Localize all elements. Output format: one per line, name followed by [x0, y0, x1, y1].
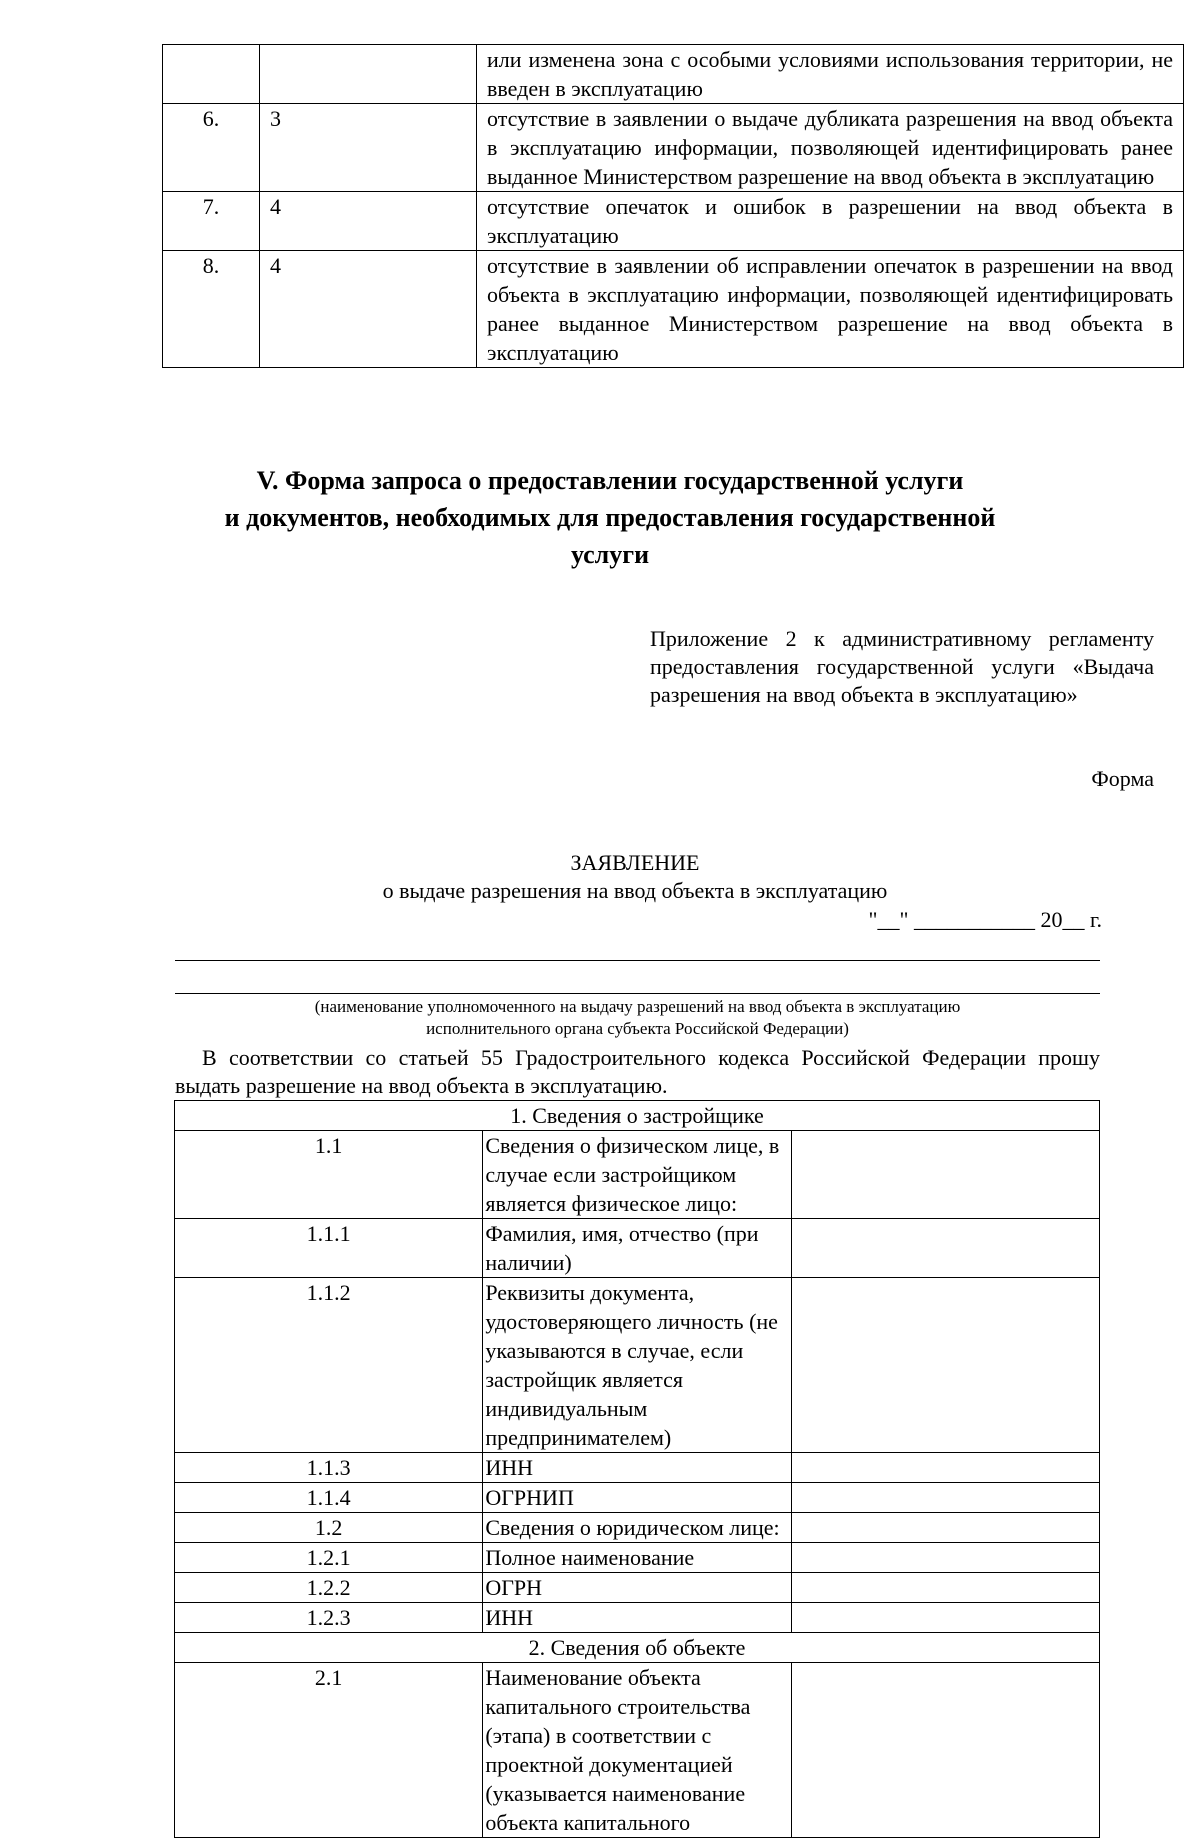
item-value-cell[interactable] — [791, 1483, 1099, 1513]
item-value-cell[interactable] — [791, 1603, 1099, 1633]
table-row — [163, 192, 1184, 251]
item-number: 1.1.1 — [175, 1219, 483, 1278]
row-reference — [260, 45, 477, 104]
row-number: 6. — [163, 104, 260, 192]
item-label: ОГРНИП — [483, 1483, 791, 1513]
table-row — [175, 1543, 1100, 1573]
item-number: 1.2.3 — [175, 1603, 483, 1633]
item-label: Реквизиты документа, удостоверяющего личность (не указываются в случае, если застройщик является индивидуальным предпринимателем) — [483, 1278, 791, 1453]
authority-caption — [175, 996, 1100, 1040]
section-title: 2. Сведения об объекте — [175, 1633, 1100, 1663]
intro-paragraph: В соответствии со статьей 55 Градостроительного кодекса Российской Федерации прошу выдать разрешение на ввод объекта в эксплуатацию. — [175, 1045, 1100, 1098]
section-title: 1. Сведения о застройщике — [175, 1101, 1100, 1131]
statement-title: ЗАЯВЛЕНИЕ — [570, 850, 700, 875]
row-number — [163, 45, 260, 104]
item-label: Полное наименование — [483, 1543, 791, 1573]
item-value-cell[interactable] — [791, 1573, 1099, 1603]
item-value-cell[interactable] — [791, 1663, 1099, 1838]
item-number: 1.2.1 — [175, 1543, 483, 1573]
item-number: 1.1.4 — [175, 1483, 483, 1513]
item-label: Сведения о физическом лице, в случае если застройщиком является физическое лицо: — [483, 1131, 791, 1219]
section-heading — [180, 462, 1040, 573]
table-row — [175, 1603, 1100, 1633]
statement-subtitle: о выдаче разрешения на ввод объекта в эксплуатацию — [382, 878, 888, 903]
authority-blank-line — [175, 960, 1100, 961]
row-text: отсутствие опечаток и ошибок в разрешении на ввод объекта в эксплуатацию — [477, 192, 1184, 251]
row-reference: 4 — [260, 192, 477, 251]
section-heading-line: услуги — [570, 540, 650, 569]
criteria-table — [162, 44, 1184, 368]
row-text: отсутствие в заявлении об исправлении опечаток в разрешении на ввод объекта в эксплуатацию информации, позволяющей идентифицировать ранее выданное Министерством разрешение на ввод объекта в эксплуатацию — [477, 251, 1184, 368]
item-number: 1.1 — [175, 1131, 483, 1219]
section-heading-line: и документов, необходимых для предоставления государственной — [224, 503, 996, 532]
item-value-cell[interactable] — [791, 1543, 1099, 1573]
item-value-cell[interactable] — [791, 1219, 1099, 1278]
item-label: ИНН — [483, 1603, 791, 1633]
item-number: 1.1.3 — [175, 1453, 483, 1483]
item-label: ИНН — [483, 1453, 791, 1483]
section-row — [175, 1101, 1100, 1131]
table-row — [163, 104, 1184, 192]
table-row — [175, 1453, 1100, 1483]
row-number: 8. — [163, 251, 260, 368]
date-line: "__" ___________ 20__ г. — [868, 907, 1102, 932]
table-row — [175, 1219, 1100, 1278]
table-row — [175, 1663, 1100, 1838]
item-label: ОГРН — [483, 1573, 791, 1603]
row-reference: 3 — [260, 104, 477, 192]
table-row — [175, 1513, 1100, 1543]
section-row — [175, 1633, 1100, 1663]
item-label: Фамилия, имя, отчество (при наличии) — [483, 1219, 791, 1278]
table-row — [163, 45, 1184, 104]
table-row — [175, 1573, 1100, 1603]
item-value-cell[interactable] — [791, 1131, 1099, 1219]
table-row — [175, 1483, 1100, 1513]
item-number: 1.1.2 — [175, 1278, 483, 1453]
table-row — [175, 1131, 1100, 1219]
row-text: отсутствие в заявлении о выдаче дубликата разрешения на ввод объекта в эксплуатацию информации, позволяющей идентифицировать ранее выданное Министерством разрешение на ввод объекта в эксплуатацию — [477, 104, 1184, 192]
appendix-note: Приложение 2 к административному регламенту предоставления государственной услуги «Выдача разрешения на ввод объекта в эксплуатацию» — [650, 626, 1154, 707]
item-number: 1.2 — [175, 1513, 483, 1543]
row-text: или изменена зона с особыми условиями использования территории, не введен в эксплуатацию — [477, 45, 1184, 104]
table-row — [163, 251, 1184, 368]
authority-caption-line: (наименование уполномоченного на выдачу разрешений на ввод объекта в эксплуатацию — [314, 997, 961, 1016]
item-number: 2.1 — [175, 1663, 483, 1838]
item-label: Наименование объекта капитального строительства (этапа) в соответствии с проектной документацией (указывается наименование объекта капитального — [483, 1663, 791, 1838]
table-row — [175, 1278, 1100, 1453]
row-number: 7. — [163, 192, 260, 251]
item-value-cell[interactable] — [791, 1513, 1099, 1543]
section-heading-line: V. Форма запроса о предоставлении государственной услуги — [256, 466, 964, 495]
application-form-table — [174, 1100, 1100, 1838]
authority-blank-line — [175, 993, 1100, 994]
item-value-cell[interactable] — [791, 1453, 1099, 1483]
authority-caption-line: исполнительного органа субъекта Российской Федерации) — [426, 1019, 849, 1038]
row-reference: 4 — [260, 251, 477, 368]
item-value-cell[interactable] — [791, 1278, 1099, 1453]
item-label: Сведения о юридическом лице: — [483, 1513, 791, 1543]
form-label: Форма — [1091, 766, 1154, 791]
item-number: 1.2.2 — [175, 1573, 483, 1603]
